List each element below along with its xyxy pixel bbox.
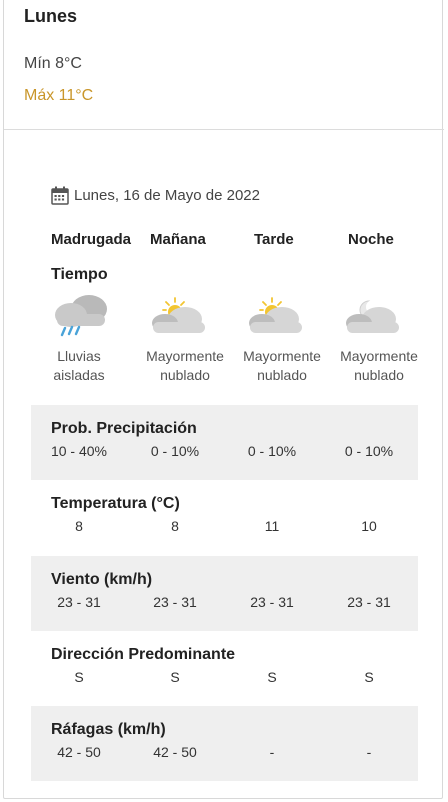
row-value: 23 - 31 [153, 594, 197, 610]
row-value: S [74, 669, 84, 685]
row-title: Ráfagas (km/h) [51, 721, 166, 738]
row-value: - [269, 744, 275, 760]
row-value: 23 - 31 [347, 594, 391, 610]
row-title: Viento (km/h) [51, 571, 153, 588]
divider [4, 129, 444, 130]
period-tarde: Tarde [254, 231, 294, 248]
weather-caption: Mayormente nublado [146, 348, 224, 383]
period-noche: Noche [348, 231, 394, 248]
max-temperature: Máx 11°C [24, 87, 94, 104]
calendar-icon [51, 186, 69, 205]
date-header [51, 186, 260, 205]
sun-behind-cloud-icon [145, 292, 209, 338]
row-value: 10 [361, 518, 377, 534]
row-value: 0 - 10% [344, 443, 394, 459]
date-label: Lunes, 16 de Mayo de 2022 [74, 187, 260, 204]
row-value: 42 - 50 [57, 744, 101, 760]
day-title: Lunes [24, 6, 78, 26]
moon-behind-cloud-icon [339, 292, 403, 338]
row-value: 0 - 10% [247, 443, 297, 459]
row-value: 8 [171, 518, 179, 534]
row-value: 11 [264, 518, 280, 534]
row-title: Dirección Predominante [51, 646, 236, 663]
period-madrugada: Madrugada [51, 231, 132, 248]
rain-cloud-icon [49, 292, 113, 338]
row-title: Prob. Precipitación [51, 420, 197, 437]
tiempo-label: Tiempo [51, 266, 108, 283]
row-value: S [267, 669, 277, 685]
row-value: 0 - 10% [150, 443, 200, 459]
row-value: - [366, 744, 372, 760]
row-value: 10 - 40% [50, 443, 108, 459]
period-manana: Mañana [150, 231, 206, 248]
row-value: 23 - 31 [250, 594, 294, 610]
sun-behind-cloud-icon [242, 292, 306, 338]
row-value: 8 [75, 518, 83, 534]
row-gusts [31, 706, 418, 781]
row-value: 23 - 31 [57, 594, 101, 610]
weather-caption: Mayormente nublado [340, 348, 418, 383]
min-temperature: Mín 8°C [24, 55, 82, 72]
row-value: 42 - 50 [153, 744, 197, 760]
row-title: Temperatura (°C) [51, 495, 180, 512]
row-value: S [170, 669, 180, 685]
row-wind-direction [31, 631, 418, 706]
row-value: S [364, 669, 374, 685]
weather-caption: Mayormente nublado [243, 348, 321, 383]
row-precipitation [31, 405, 418, 480]
row-temperature [31, 480, 418, 555]
weather-caption: Lluvias aisladas [53, 348, 105, 383]
row-wind [31, 556, 418, 631]
